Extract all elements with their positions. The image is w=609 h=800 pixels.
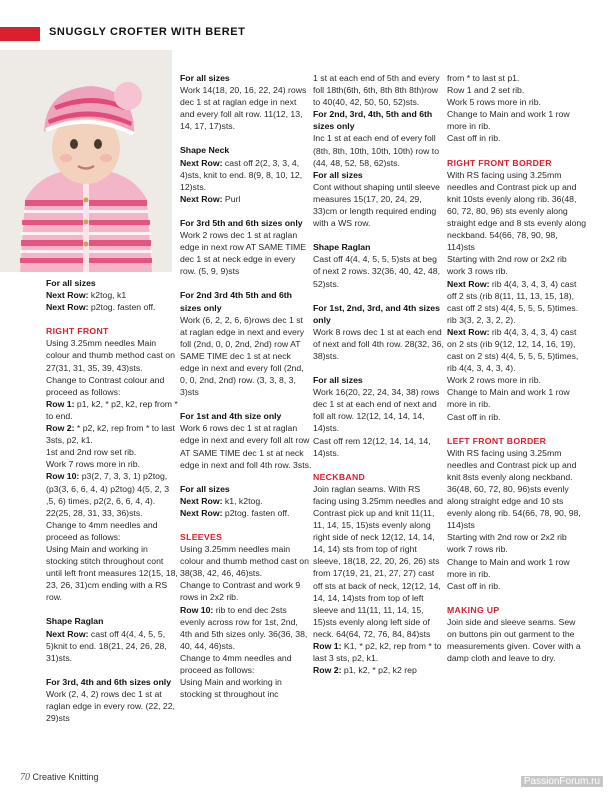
instruction-paragraph: Cast off in rib. (447, 411, 501, 422)
section-heading: NECKBAND (313, 471, 366, 482)
instruction-paragraph: With RS facing using 3.25mm needles and Contrast pick up and knit 10sts evenly along rib. 36(48, 60, 72, 80, 96) sts evenly along straight edge and 8 sts evenly along neckband. 54(66, 78, 90, 98, 114)sts (447, 169, 587, 253)
instruction-paragraph (46, 398, 178, 422)
instruction-paragraph (46, 628, 178, 664)
instruction-text: * p2, k2, rep from * to last 3sts, p2, k1. (46, 423, 175, 446)
instruction-paragraph (46, 301, 178, 313)
spacer (180, 471, 312, 483)
section-heading: LEFT FRONT BORDER (447, 435, 547, 446)
instruction-paragraph (46, 470, 178, 518)
instruction-paragraph: Work (2, 4, 2) rows dec 1 st at raglan edge in every row. (22, 22, 29)sts (46, 688, 175, 724)
row-label: Row 10: (46, 471, 80, 482)
spacer (447, 145, 587, 157)
subheading: For all sizes (46, 278, 96, 288)
section-heading: RIGHT FRONT BORDER (447, 157, 552, 168)
column-4 (447, 72, 587, 664)
row-label: Next Row: (46, 628, 89, 639)
instruction-paragraph: With RS facing using 3.25mm needles and Contrast pick up and knit 8sts evenly along neckband. 36(48, 60, 72, 80, 96)sts evenly along straight edge and 10 sts evenly along rib. 54(66, 78, 90, 98, 114)sts (447, 447, 581, 531)
spacer (46, 664, 178, 676)
spacer (180, 132, 312, 144)
instruction-paragraph: Work 14(18, 20, 16, 22, 24) rows dec 1 st at raglan edge in next and every foll alt row. 11(12, 13, 14, 17, 17)sts. (180, 85, 307, 132)
spacer (313, 362, 445, 374)
instruction-paragraph: Change to 4mm needles and proceed as follows: (180, 652, 292, 676)
instruction-paragraph (180, 604, 312, 652)
instruction-paragraph: Using 3.25mm needles Main colour and thumb method cast on 27(31, 31, 35, 39, 43)sts. (46, 338, 175, 373)
instruction-paragraph: Using 3.25mm needles main colour and thumb method cast on 38(38, 42, 46, 46)sts. (180, 544, 309, 579)
section-heading: RIGHT FRONT (46, 326, 109, 337)
instruction-paragraph: Cast off 4(4, 4, 5, 5, 5)sts at beg of next 2 rows. 32(36, 40, 42, 48, 52)sts. (313, 254, 441, 289)
row-label: Next Row: (180, 157, 223, 168)
instruction-paragraph: Cast off in rib. (447, 580, 501, 591)
instruction-paragraph: Work 2 rows more in rib. (447, 375, 541, 386)
row-label: Next Row: (447, 278, 490, 289)
spacer (180, 277, 312, 289)
row-label: Row 2: (313, 665, 342, 676)
spacer (313, 290, 445, 302)
instruction-text: rib 4(4, 3, 4, 3, 4) cast off 2 sts (rib 8(11, 11, 13, 15, 18), cast off 2 sts) 4(4, 5, 5, 5, 5)times. rib 3(3, 2, 3, 2, 2). (447, 278, 579, 325)
baby-photo (0, 50, 172, 272)
instruction-paragraph: 1st and 2nd row set rib. (46, 447, 137, 458)
page-footer (20, 772, 99, 783)
row-label: Row 2: (46, 423, 75, 434)
instruction-paragraph: Starting with 2nd row or 2x2 rib work 7 rows rib. (447, 532, 567, 555)
instruction-text: Purl (222, 193, 241, 204)
instruction-paragraph: Using Main and working in stocking stitch throughout cont until left front measures 12(15, 18, 23, 26, 31)cm ending with a RS row. (46, 543, 178, 603)
section-heading: MAKING UP (447, 604, 500, 615)
row-label: Next Row: (180, 193, 223, 204)
instruction-paragraph: Work 5 rows more in rib. (447, 97, 541, 108)
section-heading: SLEEVES (180, 532, 223, 542)
instruction-paragraph (180, 157, 312, 193)
page-title: SNUGGLY CROFTER WITH BERET (49, 26, 246, 38)
subheading: Shape Raglan (46, 616, 104, 627)
instruction-paragraph: Change to Contrast and work 9 rows in 2x2 rib. (180, 580, 301, 603)
instruction-text: rib 4(4, 3, 4, 3, 4) cast on 2 sts (rib 9(12, 12, 14, 16, 19), cast on 2 sts) 4(4, 5, 5, 5, 5)times, rib 4(4, 3, 4, 3, 4). (447, 326, 579, 374)
instruction-paragraph: Change to Main and work 1 row more in rib. (447, 556, 570, 579)
instruction-paragraph: Starting with 2nd row or 2x2 rib work 3 rows rib. (447, 254, 567, 277)
row-label: Next Row: (180, 495, 223, 506)
instruction-paragraph (447, 278, 587, 326)
instruction-paragraph: Work 16(20, 22, 24, 34, 38) rows dec 1 st at each end of next and foll alt row. 12(12, 14, 14, 14, 14)sts. (313, 387, 440, 434)
subheading: Shape Raglan (313, 242, 371, 253)
instruction-text: p2tog. fasten off. (88, 302, 156, 313)
subheading: For all sizes (180, 483, 230, 494)
spacer (313, 229, 445, 241)
spacer (447, 423, 587, 435)
row-label: Row 1: (46, 398, 75, 409)
instruction-paragraph (180, 495, 312, 507)
row-label: Next Row: (46, 290, 89, 301)
subheading: For 3rd, 4th and 6th sizes only (46, 676, 172, 687)
subheading: For 1st and 4th size only (180, 411, 282, 422)
instruction-text: k2tog, k1 (88, 290, 127, 301)
instruction-paragraph: Cast off rem 12(12, 14, 14, 14, 14)sts. (313, 435, 431, 458)
spacer (180, 398, 312, 410)
instruction-paragraph: Change to 4mm needles and proceed as follows: (46, 519, 158, 542)
subheading: For 1st, 2nd, 3rd, and 4th sizes only (313, 302, 440, 325)
instruction-paragraph: Change to Main and work 1 row more in rib. (447, 109, 570, 132)
instruction-text: p3(2, 7, 3, 3, 1) p2tog, (p3(3, 6, 6, 4, 4) p2tog) 4(5, 2, 3 ,5, 6) times, p2(2, 6, 6, 4, 4). 22(25, 28, 31, 33, 36)sts. (46, 471, 170, 518)
instruction-text: cast off 2(2, 3, 3, 4, 4)sts, knit to end. 8(9, 8, 10, 12, 12)sts. (180, 157, 303, 192)
title-bar (0, 25, 609, 43)
column-3 (313, 72, 445, 676)
instruction-text: p1, k2, * p2, k2 rep (341, 665, 417, 676)
subheading: For all sizes (313, 375, 363, 386)
subheading: For 3rd 5th and 6th sizes only (180, 217, 303, 228)
subheading: For all sizes (313, 169, 363, 180)
instruction-paragraph: Inc 1 st at each end of every foll (8th, 8th, 10th, 10th, 10th) row to (44, 48, 52, 58, 62)sts. (313, 133, 440, 168)
instruction-paragraph: Cont without shaping until sleeve measures 15(17, 20, 24, 29, 33)cm or length required ending with a WS row. (313, 181, 441, 229)
instruction-text: p1, k2, * p2, k2, rep from * to end. (46, 398, 178, 421)
subheading: For 2nd, 3rd, 4th, 5th and 6th sizes only (313, 109, 433, 132)
instruction-paragraph: Work 6 rows dec 1 st at raglan edge in next and every foll alt row AT SAME TIME dec 1 st at neck edge in next and foll 4th row. 3sts. (180, 423, 312, 470)
instruction-paragraph: Work 7 rows more in rib. (46, 459, 140, 470)
spacer (46, 313, 178, 325)
instruction-paragraph: Join side and sleeve seams. Sew on buttons pin out garment to the measurements given. Cover with a damp cloth and leave to dry. (447, 616, 581, 664)
row-label: Row 1: (313, 641, 342, 652)
instruction-paragraph: Change to Contrast colour and proceed as follows: (46, 374, 165, 397)
watermark: PassionForum.ru (521, 776, 603, 787)
instruction-paragraph: Cast off in rib. (447, 133, 501, 144)
row-label: Next Row: (447, 326, 490, 337)
instruction-paragraph: from * to last st p1. (447, 73, 520, 83)
instruction-text: cast off 4(4, 4, 5, 5, 5)knit to end. 18(21, 24, 26, 28, 31)sts. (46, 628, 167, 663)
baby-illustration (0, 50, 172, 272)
instruction-paragraph: Join raglan seams. With RS facing using 3.25mm needles and Contrast pick up and knit 11(11, 11, 14, 15, 15)sts evenly along right side of neck 12(12, 14, 14, 14, 14) sts from top of right sleeve, 18(18, 22, 20, 26, 26) sts from 17(19, 21, 21, 27, 27) cast off sts at back of neck, 12(12, 14, 14, 14, 14)sts from top of left sleeve and 11(11, 11, 14, 15, 15)sts evenly along left side of neck. 64(64, 72, 76, 84, 84)sts (313, 483, 443, 639)
row-label: Row 10: (180, 604, 214, 615)
instruction-paragraph (180, 193, 312, 205)
subheading: Shape Neck (180, 145, 230, 156)
instruction-paragraph (46, 289, 178, 301)
column-1 (46, 277, 178, 724)
spacer (180, 205, 312, 217)
instruction-paragraph (447, 326, 587, 374)
page-number: 70 (20, 772, 30, 783)
spacer (46, 603, 178, 615)
column-2 (180, 72, 312, 700)
instruction-paragraph: Work (6, 2, 2, 6, 6)rows dec 1 st at raglan edge in next and every foll (2nd, 0, 0, 2nd, 2nd) row AT SAME TIME dec 1 st at neck edge in next and every foll (2nd, 0, 0, 2nd, 2nd) row. (3, 3, 8, 3, 3)sts (180, 314, 305, 398)
instruction-paragraph (46, 422, 178, 446)
subheading: For all sizes (180, 73, 230, 83)
instruction-text: rib to end dec 2sts evenly across row for 1st, 2nd, 4th and 5th sizes only. 36(36, 38, 40, 44, 46)sts. (180, 604, 308, 651)
spacer (180, 519, 312, 531)
instruction-paragraph: Row 1 and 2 set rib. (447, 85, 525, 96)
instruction-text: p2tog. fasten off. (222, 507, 290, 518)
instruction-text: k1, k2tog. (222, 495, 263, 506)
instruction-paragraph: 1 st at each end of 5th and every foll 18th(6th, 6th, 8th 8th 8th)row to 40(40, 42, 50, 50, 52)sts. (313, 73, 440, 108)
instruction-paragraph: Change to Main and work 1 row more in rib. (447, 387, 570, 410)
subheading: For 2nd 3rd 4th 5th and 6th sizes only (180, 290, 292, 313)
spacer (313, 459, 445, 471)
instruction-paragraph: Work 8 rows dec 1 st at each end of next and foll 4th row. 28(32, 36, 38)sts. (313, 326, 444, 361)
row-label: Next Row: (46, 302, 89, 313)
row-label: Next Row: (180, 507, 223, 518)
instruction-paragraph (180, 507, 312, 519)
instruction-paragraph (313, 640, 445, 664)
title-accent-bar (0, 27, 40, 41)
instruction-text: K1, * p2, k2, rep from * to last 3 sts, p2, k1. (313, 641, 442, 664)
magazine-name: Creative Knitting (32, 772, 99, 782)
instruction-paragraph (313, 664, 445, 676)
instruction-paragraph: Using Main and working in stocking st throughout inc (180, 677, 282, 700)
instruction-paragraph: Work 2 rows dec 1 st at raglan edge in next row AT SAME TIME dec 1 st at neck edge in every row. (5, 9, 9)sts (180, 230, 307, 277)
spacer (447, 592, 587, 604)
